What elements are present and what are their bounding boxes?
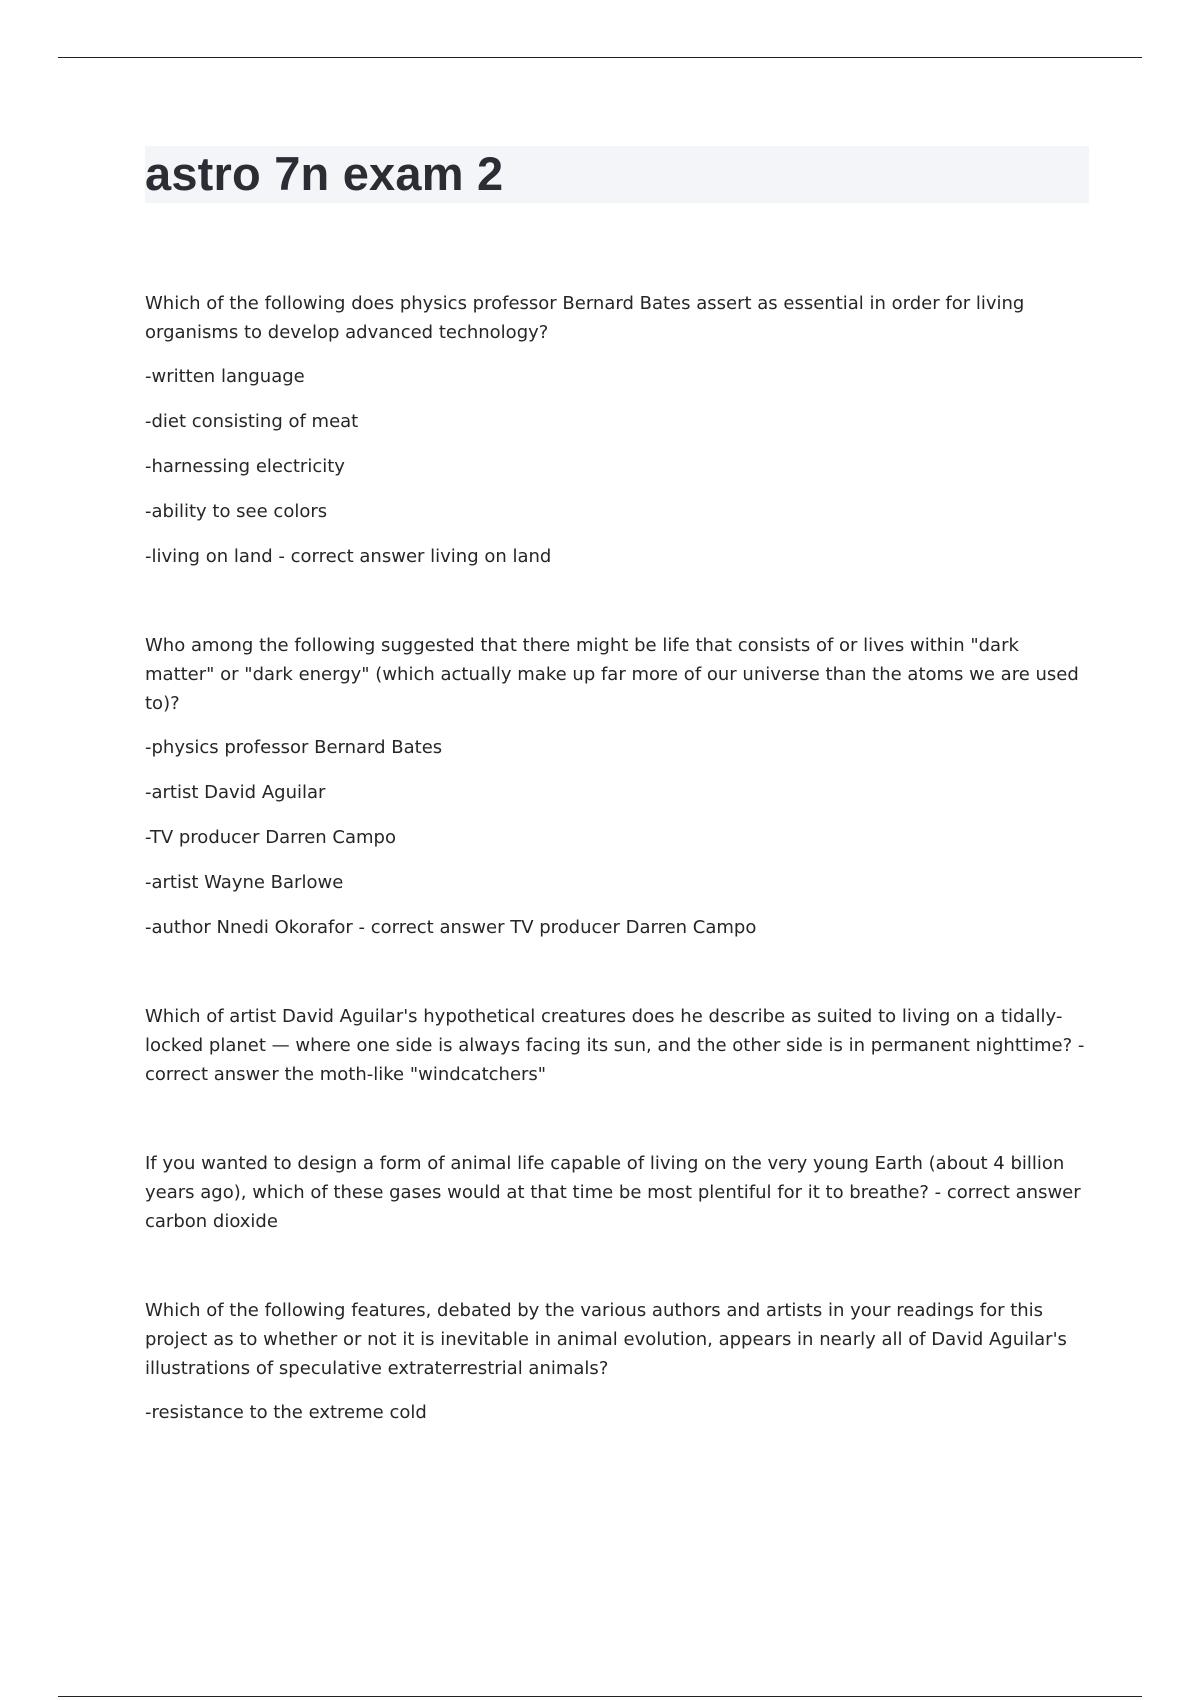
answer-option-with-correct-answer: -living on land - correct answer living on land [145,546,552,567]
document-body [145,289,1090,1487]
answer-option: -artist David Aguilar [145,782,326,803]
question-text-with-correct-answer: Which of artist David Aguilar's hypothetical creatures does he describe as suited to living on a tidally-locked planet — where one side is always facing its sun, and the other side is in permanent nighttime? - correct answer the moth-like "windcatchers" [145,1006,1085,1085]
answer-option: -harnessing electricity [145,456,345,477]
document-title: astro 7n exam 2 [145,147,504,200]
bottom-rule [58,1696,1142,1697]
answer-option: -artist Wayne Barlowe [145,872,344,893]
question-block-1 [145,289,1090,571]
question-text: Who among the following suggested that there might be life that consists of or lives within "dark matter" or "dark energy" (which actually make up far more of our universe than the atoms we are used to)? [145,635,1079,714]
question-block-4 [145,1149,1090,1236]
question-block-3 [145,1002,1090,1089]
question-text: Which of the following does physics professor Bernard Bates assert as essential in order for living organisms to develop advanced technology? [145,293,1025,343]
top-rule [58,57,1142,58]
question-block-2 [145,631,1090,942]
answer-option: -ability to see colors [145,501,328,522]
question-block-5 [145,1296,1090,1427]
question-text: Which of the following features, debated by the various authors and artists in your readings for this project as to whether or not it is inevitable in animal evolution, appears in nearly all of David Aguilar's illustrations of speculative extraterrestrial animals? [145,1300,1067,1379]
question-text-with-correct-answer: If you wanted to design a form of animal life capable of living on the very young Earth (about 4 billion years ago), which of these gases would at that time be most plentiful for it to breathe? - correct answer carbon dioxide [145,1153,1081,1232]
answer-option: -written language [145,366,305,387]
answer-option: -resistance to the extreme cold [145,1402,427,1423]
answer-option: -TV producer Darren Campo [145,827,396,848]
answer-option: -physics professor Bernard Bates [145,737,443,758]
answer-option-with-correct-answer: -author Nnedi Okorafor - correct answer TV producer Darren Campo [145,917,757,938]
answer-option: -diet consisting of meat [145,411,359,432]
